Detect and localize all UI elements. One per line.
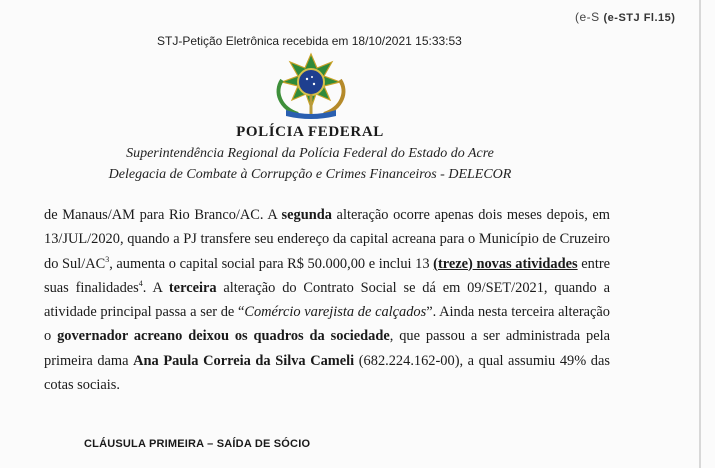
bold-run: Ana Paula Correia da Silva Cameli [133, 352, 355, 369]
text-run: . A [142, 279, 169, 296]
text-run: ”. Ainda nesta terceira alteração o [44, 304, 610, 345]
bold-run: terceira [168, 279, 217, 296]
page-edge-line [699, 0, 701, 468]
text-run: de Manaus/AM para Rio Branco/AC. A [44, 207, 282, 223]
stamp-folio: (e-STJ Fl.15) [603, 12, 676, 24]
footnote-ref: 3 [105, 254, 110, 264]
text-run: (682.224.162-00), a qual assumiu 49% das cotas sociais. [44, 352, 610, 394]
page-number-stamp [575, 10, 675, 24]
body-paragraph [44, 203, 610, 397]
bold-run: segunda [281, 207, 332, 223]
text-run: alteração do Contrato Social se dá em 09/SET/2021, quando a atividade principal passa a ser de “ [44, 279, 610, 321]
brazil-coat-of-arms-icon [268, 52, 354, 120]
org-subtitle-2: Delegacia de Combate à Corrupção e Crimes Financeiros - DELECOR [108, 167, 512, 182]
bold-run: governador acreano deixou os quadros da sociedade [57, 328, 390, 345]
bold-underline-run: (treze) novas atividades [433, 255, 578, 272]
footnote-ref: 4 [138, 279, 143, 289]
stamp-prefix: (e-S [575, 10, 600, 24]
text-run: entre suas finalidades [44, 255, 611, 296]
org-subtitle-1: Superintendência Regional da Polícia Federal do Estado do Acre [126, 146, 494, 161]
text-run: alteração ocorre apenas dois meses depois, em 13/JUL/2020, quando a PJ transfere seu endereço da capital acreana para o Município de Cruzeiro do Sul/AC [44, 207, 610, 272]
clause-heading: CLÁUSULA PRIMEIRA – SAÍDA DE SÓCIO [84, 438, 311, 450]
org-title: POLÍCIA FEDERAL [236, 124, 384, 140]
text-run: , aumenta o capital social para R$ 50.000,00 e inclui 13 [109, 255, 434, 272]
italic-run: Comércio varejista de calçados [244, 304, 427, 321]
stj-receipt-stamp: STJ-Petição Eletrônica recebida em 18/10/2021 15:33:53 [157, 34, 462, 48]
text-run: , que passou a ser administrada pela primeira dama [44, 328, 610, 369]
